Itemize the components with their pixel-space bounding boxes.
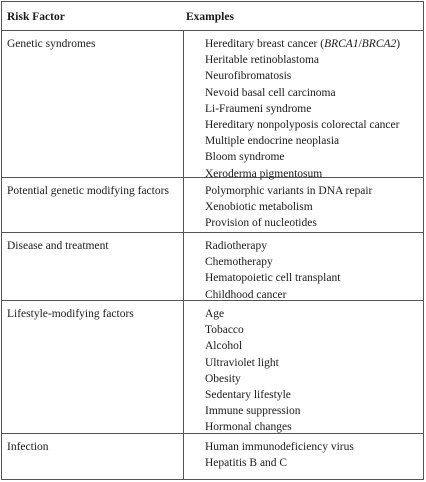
example-item: Human immunodeficiency virus xyxy=(205,441,354,453)
table-body xyxy=(2,31,423,479)
risk-factor-cell: Genetic syndromes xyxy=(2,31,184,177)
example-item: Li-Fraumeni syndrome xyxy=(205,102,312,115)
table-row xyxy=(2,301,423,434)
table-header-row xyxy=(2,2,423,31)
examples-cell xyxy=(184,31,423,180)
table-row xyxy=(2,434,423,479)
example-item: Alcohol xyxy=(205,340,243,353)
example-item: Xenobiotic metabolism xyxy=(205,201,313,214)
risk-factor-table xyxy=(1,1,424,480)
risk-factor-cell: Infection xyxy=(2,434,184,479)
risk-factor-cell: Lifestyle-modifying factors xyxy=(2,301,184,433)
table-row xyxy=(2,178,423,233)
example-text: Hereditary breast cancer ( xyxy=(205,38,325,50)
table-row xyxy=(2,233,423,301)
examples-cell xyxy=(184,301,423,433)
header-examples: Examples xyxy=(186,11,234,23)
example-item: Nevoid basal cell carcinoma xyxy=(205,86,336,99)
example-text: / xyxy=(358,38,362,50)
example-item: Age xyxy=(205,308,225,320)
example-item xyxy=(205,36,423,52)
example-item: Neurofibromatosis xyxy=(205,70,292,83)
example-item: Bloom syndrome xyxy=(205,151,285,164)
examples-cell xyxy=(184,178,423,232)
example-item: Hormonal changes xyxy=(205,421,292,434)
example-text: ) xyxy=(396,38,401,50)
risk-factor-cell: Disease and treatment xyxy=(2,233,184,300)
example-item: Hepatitis B and C xyxy=(205,457,288,470)
example-item: Obesity xyxy=(205,372,241,385)
example-item: Sedentary lifestyle xyxy=(205,389,291,402)
example-item: Ultraviolet light xyxy=(205,356,279,369)
risk-factor-cell: Potential genetic modifying factors xyxy=(2,178,184,232)
example-item: Radiotherapy xyxy=(205,240,267,252)
examples-cell xyxy=(184,434,423,479)
example-item: Polymorphic variants in DNA repair xyxy=(205,185,373,197)
example-item: Provision of nucleotides xyxy=(205,217,317,230)
example-item: Multiple endocrine neoplasia xyxy=(205,135,340,148)
example-item: Tobacco xyxy=(205,324,244,337)
table-row xyxy=(2,31,423,178)
example-item: Xeroderma pigmentosum xyxy=(205,167,323,180)
header-risk-factor: Risk Factor xyxy=(7,11,65,23)
example-item: Hematopoietic cell transplant xyxy=(205,272,341,285)
examples-cell xyxy=(184,233,423,300)
gene-name: BRCA2 xyxy=(361,38,397,50)
example-item: Heritable retinoblastoma xyxy=(205,54,320,67)
example-item: Childhood cancer xyxy=(205,288,287,301)
gene-name: BRCA1 xyxy=(324,38,359,50)
example-item: Immune suppression xyxy=(205,405,301,418)
example-item: Hereditary nonpolyposis colorectal cancer xyxy=(205,119,400,132)
example-item: Chemotherapy xyxy=(205,256,273,269)
